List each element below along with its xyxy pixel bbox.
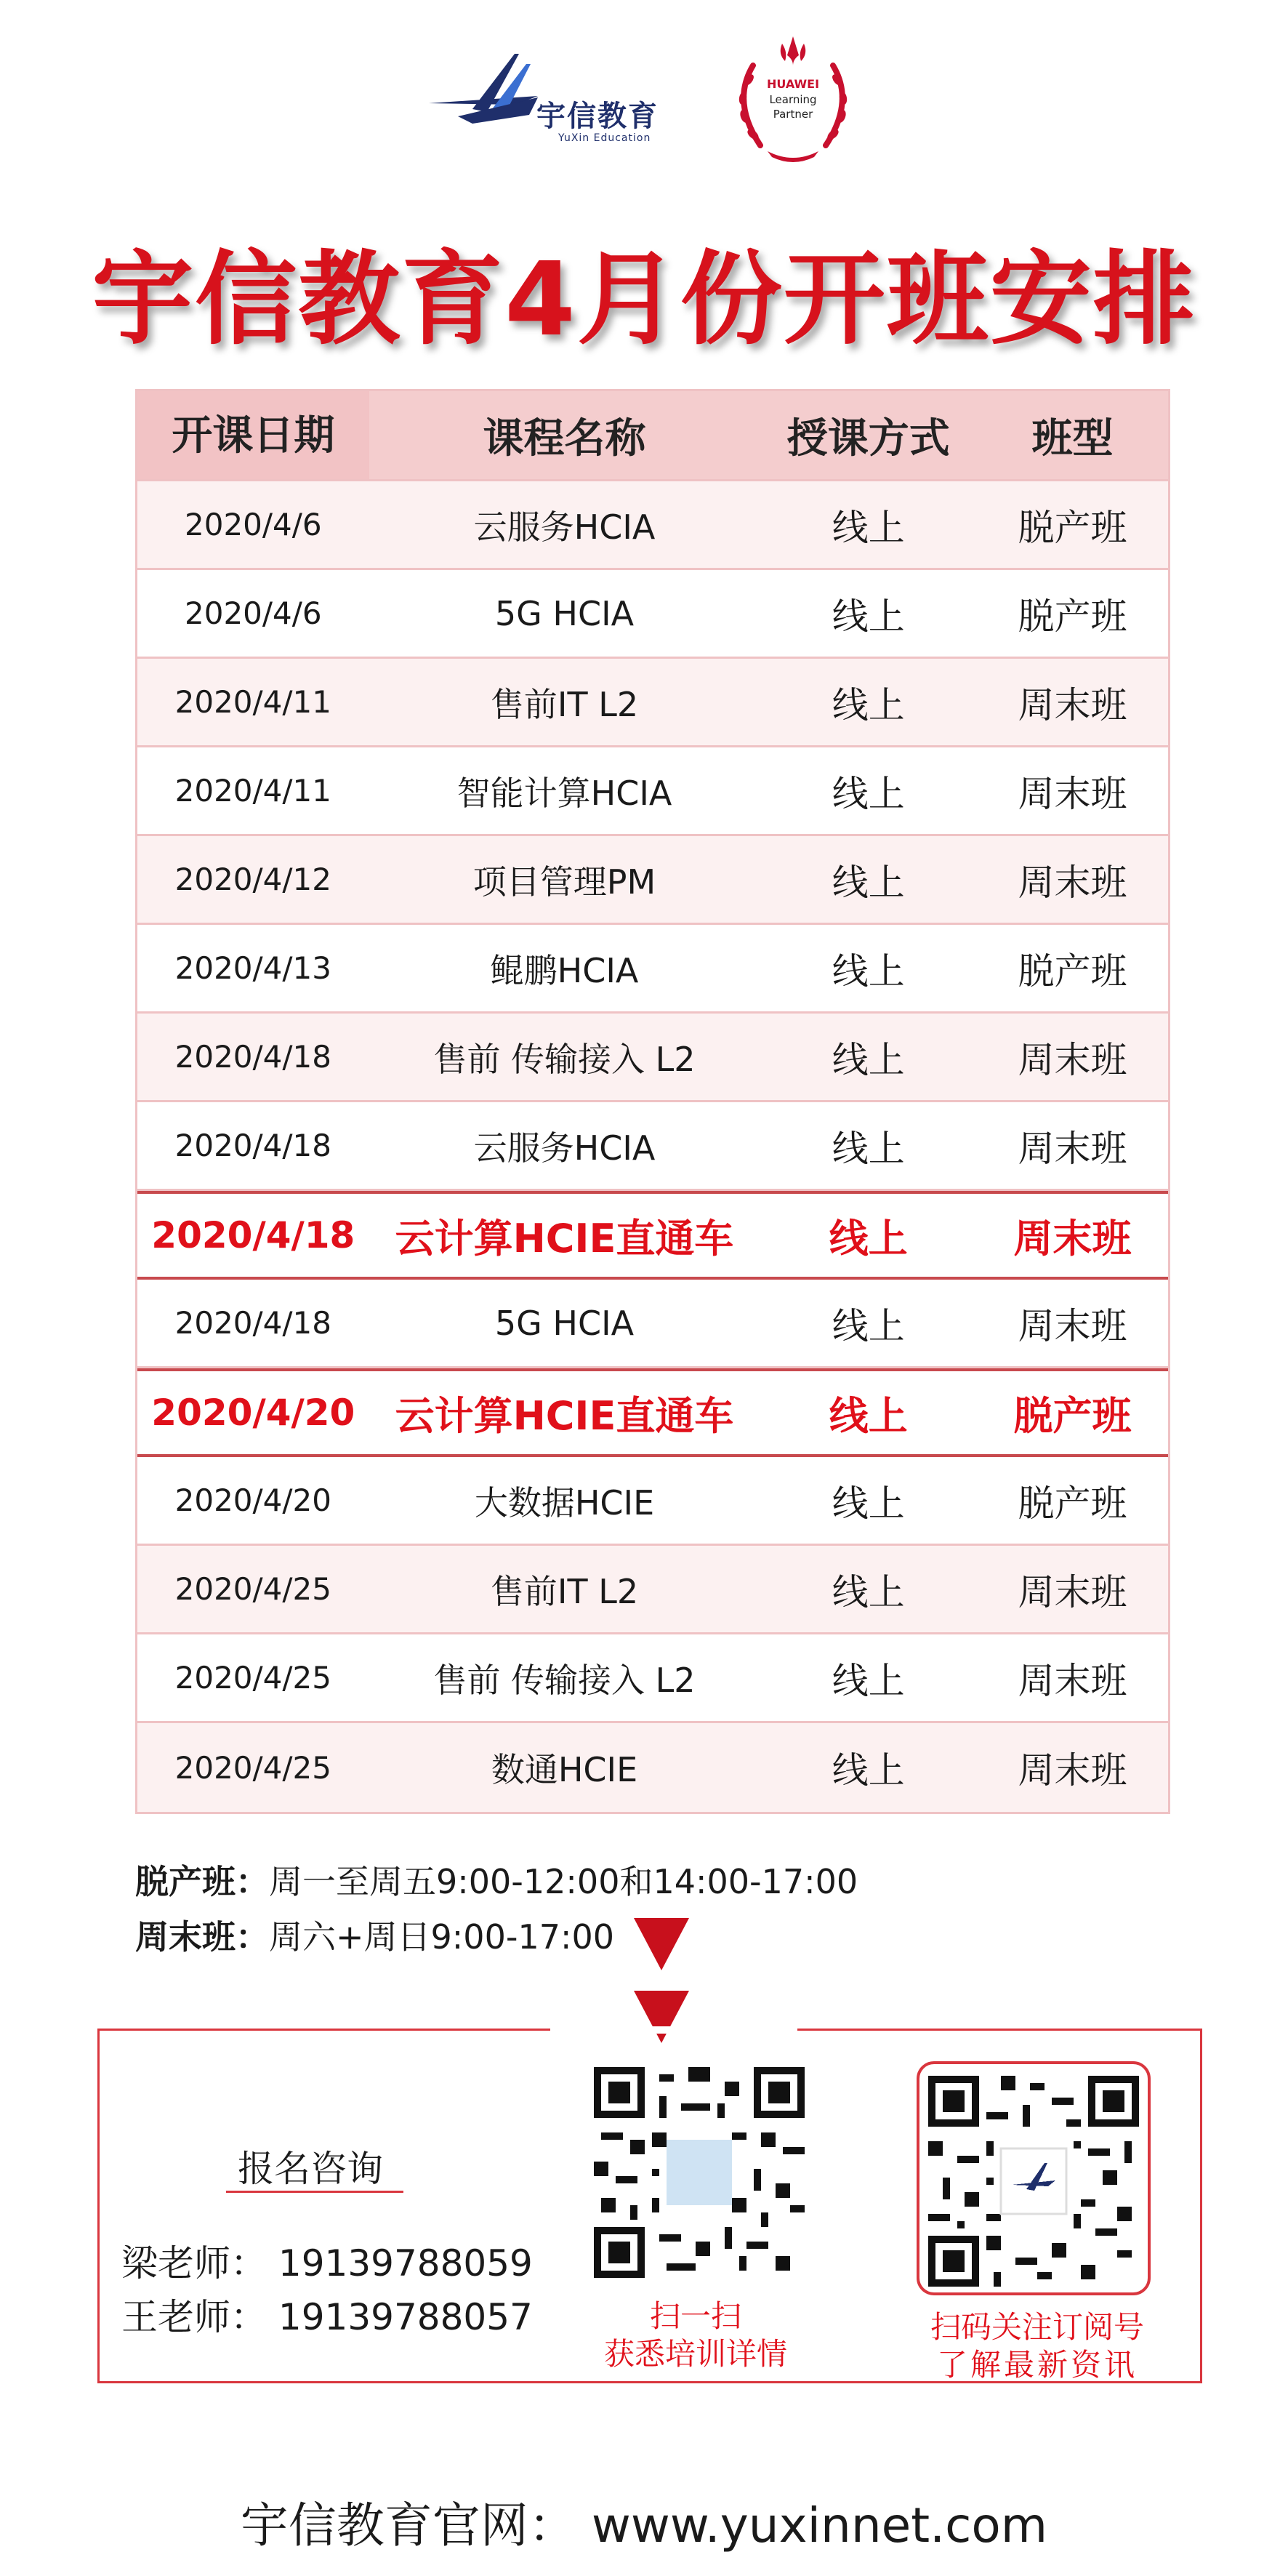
cell-type: 周末班 — [1018, 861, 1127, 904]
cell-mode: 线上 — [832, 683, 905, 726]
cell-date: 2020/4/18 — [174, 1128, 331, 1163]
cell-type: 周末班 — [1018, 1749, 1127, 1791]
table-row — [137, 925, 1168, 1014]
cell-course: 云服务HCIA — [473, 1128, 656, 1168]
qr1-caption-2: 获悉培训详情 — [603, 2336, 787, 2372]
cell-type: 脱产班 — [1018, 950, 1127, 992]
table-row — [137, 836, 1168, 925]
table-row — [137, 570, 1168, 659]
cell-type: 周末班 — [1013, 1215, 1132, 1261]
cell-course: 智能计算HCIA — [456, 773, 672, 813]
cell-mode: 线上 — [829, 1392, 908, 1439]
cell-type: 脱产班 — [1018, 1482, 1127, 1525]
cell-course: 云计算HCIE直通车 — [395, 1215, 734, 1261]
cell-mode: 线上 — [832, 1482, 905, 1525]
qr2-caption-2: 了解最新资讯 — [936, 2347, 1138, 2383]
cell-mode: 线上 — [832, 1570, 905, 1613]
table-header-row — [137, 391, 1168, 481]
note-weekend-label: 周末班： — [135, 1917, 269, 1957]
header-course: 课程名称 — [483, 414, 646, 462]
official-website: 宇信教育官网： www.yuxinnet.com — [240, 2497, 1048, 2553]
huawei-line-1: Learning — [769, 93, 817, 106]
cell-course: 大数据HCIE — [474, 1482, 655, 1522]
huawei-learning-partner-logo — [724, 29, 862, 167]
cell-date: 2020/4/6 — [185, 507, 322, 542]
qr2-caption-1: 扫码关注订阅号 — [930, 2309, 1144, 2345]
qr-code-icon — [594, 2067, 805, 2278]
note-fulltime-text: 周一至周五9:00-12:00和14:00-17:00 — [269, 1862, 858, 1901]
cell-date: 2020/4/18 — [174, 1039, 331, 1075]
cell-date: 2020/4/25 — [174, 1660, 331, 1696]
cell-type: 周末班 — [1018, 1038, 1127, 1081]
table-row — [137, 1102, 1168, 1191]
cell-mode: 线上 — [832, 1038, 905, 1081]
table-row — [137, 1546, 1168, 1634]
table-row — [137, 1280, 1168, 1368]
qr-code-icon — [928, 2076, 1139, 2287]
cell-date: 2020/4/20 — [174, 1482, 331, 1518]
yuxin-logo-sub: YuXin Education — [558, 132, 651, 144]
down-arrow-icon — [634, 1918, 689, 1970]
header-date: 开课日期 — [137, 391, 369, 479]
cell-course: 售前IT L2 — [490, 684, 639, 724]
cell-type: 脱产班 — [1018, 595, 1127, 638]
box-border-gap — [550, 2026, 797, 2034]
consult-heading: 报名咨询 — [238, 2148, 383, 2190]
cell-mode: 线上 — [832, 1749, 905, 1791]
cell-mode: 线上 — [829, 1215, 908, 1261]
cell-mode: 线上 — [832, 595, 905, 638]
cell-date: 2020/4/18 — [174, 1305, 331, 1341]
cell-date: 2020/4/11 — [174, 684, 331, 720]
huawei-brand-text: HUAWEI — [766, 77, 820, 91]
header-type: 班型 — [1031, 414, 1114, 462]
table-row — [137, 747, 1168, 836]
table-row-highlight — [137, 1191, 1168, 1280]
cell-date: 2020/4/11 — [174, 773, 331, 808]
cell-course: 云计算HCIE直通车 — [395, 1392, 734, 1439]
header-mode: 授课方式 — [786, 414, 950, 462]
note-weekend — [135, 1909, 858, 1965]
cell-date: 2020/4/25 — [174, 1749, 331, 1786]
cell-course: 售前 传输接入 L2 — [433, 1039, 696, 1079]
cell-mode: 线上 — [832, 1127, 905, 1170]
cell-mode: 线上 — [832, 861, 905, 904]
note-fulltime-label: 脱产班： — [135, 1862, 269, 1901]
yuxin-wing-icon — [429, 51, 538, 145]
cell-type: 周末班 — [1018, 1659, 1127, 1702]
cell-type: 周末班 — [1018, 1127, 1127, 1170]
cell-mode: 线上 — [832, 1659, 905, 1702]
cell-date: 2020/4/18 — [151, 1214, 355, 1256]
cell-type: 周末班 — [1018, 1570, 1127, 1613]
cell-date: 2020/4/25 — [174, 1571, 331, 1607]
cell-course: 5G HCIA — [494, 593, 635, 633]
table-row — [137, 1634, 1168, 1723]
note-weekend-text: 周六+周日9:00-17:00 — [269, 1917, 615, 1957]
cell-course: 5G HCIA — [494, 1303, 635, 1343]
cell-date: 2020/4/20 — [151, 1392, 355, 1434]
consult-underline — [226, 2191, 403, 2193]
yuxin-logo — [429, 51, 669, 153]
huawei-line-2: Partner — [773, 108, 813, 121]
note-fulltime — [135, 1854, 858, 1909]
cell-date: 2020/4/12 — [174, 862, 331, 897]
schedule-table — [135, 389, 1170, 1814]
cell-date: 2020/4/6 — [185, 595, 322, 631]
cell-course: 云服务HCIA — [473, 507, 656, 547]
cell-mode: 线上 — [832, 950, 905, 992]
table-row — [137, 481, 1168, 570]
cell-course: 售前IT L2 — [490, 1571, 639, 1611]
cell-course: 鲲鹏HCIA — [490, 950, 639, 990]
cell-mode: 线上 — [832, 1304, 905, 1347]
contact-box — [97, 2029, 1202, 2383]
cell-type: 脱产班 — [1018, 506, 1127, 549]
cell-type: 周末班 — [1018, 1304, 1127, 1347]
cell-date: 2020/4/13 — [174, 950, 331, 986]
table-row — [137, 1014, 1168, 1102]
cell-course: 项目管理PM — [472, 862, 656, 902]
cell-course: 数通HCIE — [491, 1750, 638, 1789]
cell-type: 脱产班 — [1013, 1392, 1132, 1439]
yuxin-logo-name: 宇信教育 — [536, 100, 659, 133]
contact-phone-1: 梁老师： 19139788059 — [121, 2242, 533, 2284]
table-row — [137, 1723, 1168, 1812]
table-row — [137, 1457, 1168, 1546]
schedule-notes — [135, 1854, 858, 1965]
cell-course: 售前 传输接入 L2 — [433, 1660, 696, 1700]
qr1-caption-1: 扫一扫 — [649, 2298, 741, 2334]
cell-mode: 线上 — [832, 772, 905, 815]
table-row — [137, 659, 1168, 747]
page-title: 宇信教育4月份开班安排 — [92, 241, 1196, 359]
cell-mode: 线上 — [832, 506, 905, 549]
table-row-highlight — [137, 1368, 1168, 1457]
contact-phone-2: 王老师： 19139788057 — [121, 2296, 533, 2338]
cell-type: 周末班 — [1018, 683, 1127, 726]
cell-type: 周末班 — [1018, 772, 1127, 815]
